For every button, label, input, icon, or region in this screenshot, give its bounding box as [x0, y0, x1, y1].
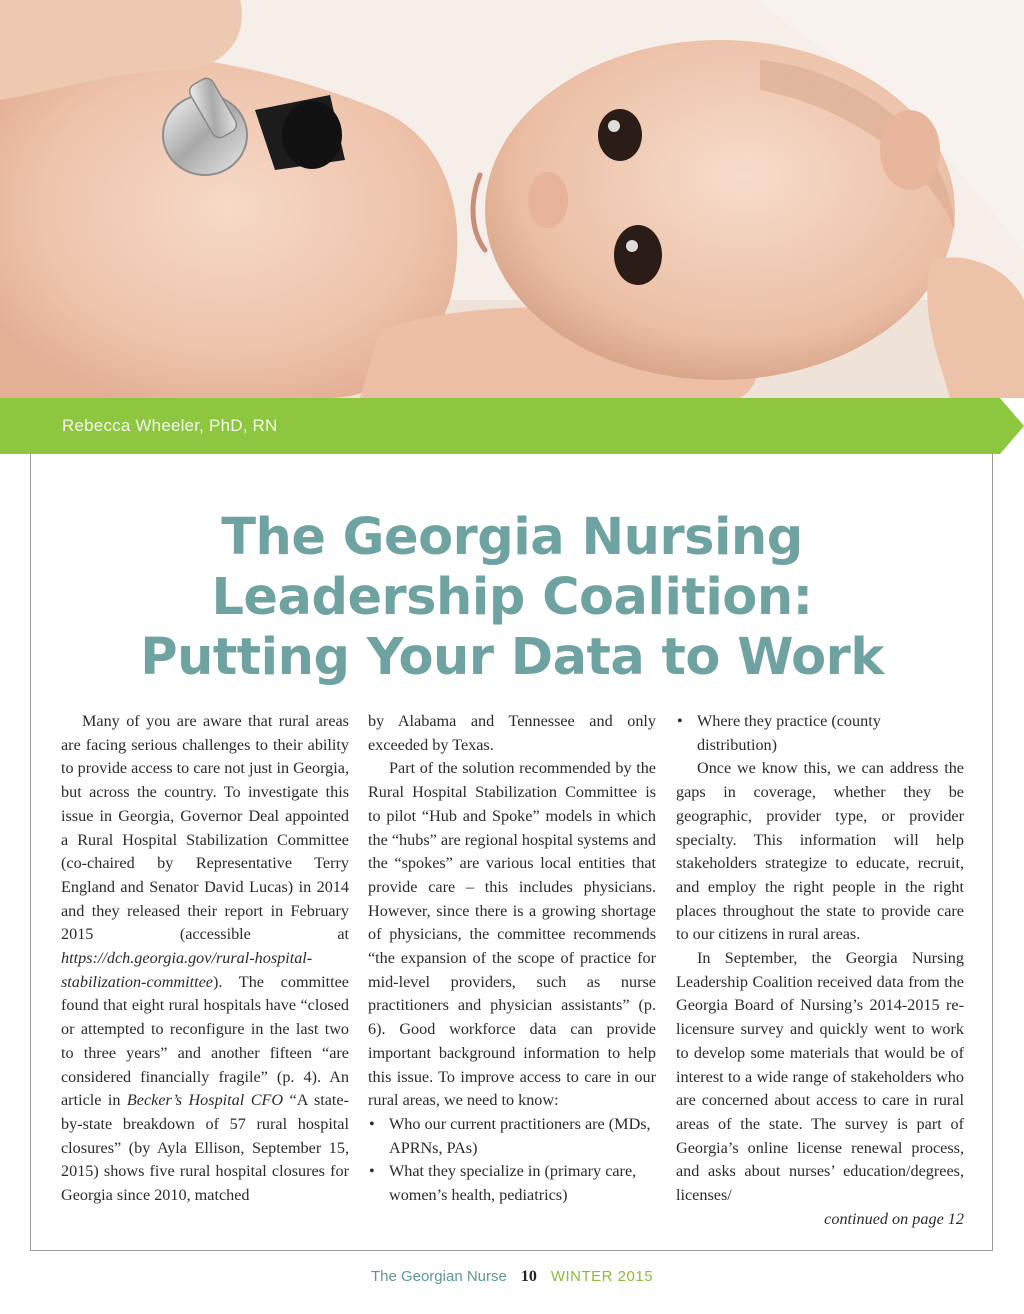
issue-label: WINTER 2015 [550, 1268, 654, 1285]
list-item: • Where they practice (county distribution) [676, 710, 964, 757]
author-byline: Rebecca Wheeler, PhD, RN [62, 416, 278, 435]
list-item: • What they specialize in (primary care, women’s health, pediatrics) [368, 1160, 656, 1207]
list-item: • Who our current practitioners are (MDs, APRNs, PAs) [368, 1113, 656, 1160]
paragraph-text: ). The committee found that eight rural hospitals have “closed or attempted to reconfigure in the last two to three years” and another fifteen “are considered financially fragile” (p. 4). An article in [61, 972, 349, 1110]
paragraph-text: Many of you are aware that rural areas are facing serious challenges to their ability to provide access to care not just in Georgia, but across the country. To investigate this issue in Georgia, Governor Deal appointed a Rural Hospital Stabilization Committee (co-chaired by Representative Terry England and Senator David Lucas) in 2014 and they released their report in February 2015 (accessible at [61, 712, 349, 944]
article-title [60, 508, 964, 688]
page-footer [0, 1268, 1024, 1286]
title-line: Putting Your Data to Work [140, 628, 884, 687]
paragraph: by Alabama and Tennessee and only exceeded by Texas. [368, 712, 656, 754]
page-number: 10 [520, 1268, 537, 1285]
paragraph: In September, the Georgia Nursing Leadership Coalition received data from the Georgia Board of Nursing’s 2014-2015 re-licensure survey and quickly went to work to develop some materials that would be of interest to a wide range of stakeholders who are concerned about access to care in rural areas of the state. The survey is part of Georgia’s online license renewal process, and asks about nurses’ education/degrees, licenses/ [676, 949, 964, 1205]
bullet-list [368, 1113, 656, 1208]
article-column-3 [676, 710, 964, 1231]
paragraph [61, 710, 349, 1208]
publication-title: Becker’s Hospital CFO [126, 1091, 284, 1110]
bullet-list [676, 710, 964, 757]
magazine-name: The Georgian Nurse [370, 1268, 507, 1285]
paragraph-text: “A state-by-state breakdown of 57 rural hospital closures” (by Ayla Ellison, September 15, 2015) shows five rural hospital closures for Georgia since 2010, matched [61, 1091, 349, 1205]
continued-note[interactable]: continued on page 12 [824, 1209, 964, 1228]
hero-photo-baby-stethoscope [0, 0, 1024, 398]
title-line: The Georgia Nursing [221, 508, 803, 567]
paragraph: Part of the solution recommended by the Rural Hospital Stabilization Committee is to pilot “Hub and Spoke” models in which the “hubs” are regional hospital systems and the “spokes” are various local entities that provide care – this includes physicians. However, since there is a growing shortage of physicians, the committee recommends “the expansion of the scope of practice for mid-level providers, such as nurse practitioners and physician assistants” (p. 6). Good workforce data can provide important background information to help this issue. To improve access to care in our rural areas, we need to know: [368, 759, 656, 1110]
hero-illustration [0, 0, 1024, 398]
article-column-1 [61, 710, 349, 1208]
report-link[interactable]: https://dch.georgia.gov/rural-hospital-stabilization-committee [61, 949, 313, 991]
title-line: Leadership Coalition: [211, 568, 813, 627]
article-column-2 [368, 710, 656, 1208]
paragraph: Once we know this, we can address the gaps in coverage, whether they be geographic, provider type, or provider specialty. This information will help stakeholders strategize to educate, recruit, and employ the right people in the right places throughout the state to provide care to our citizens in rural areas. [676, 759, 964, 944]
